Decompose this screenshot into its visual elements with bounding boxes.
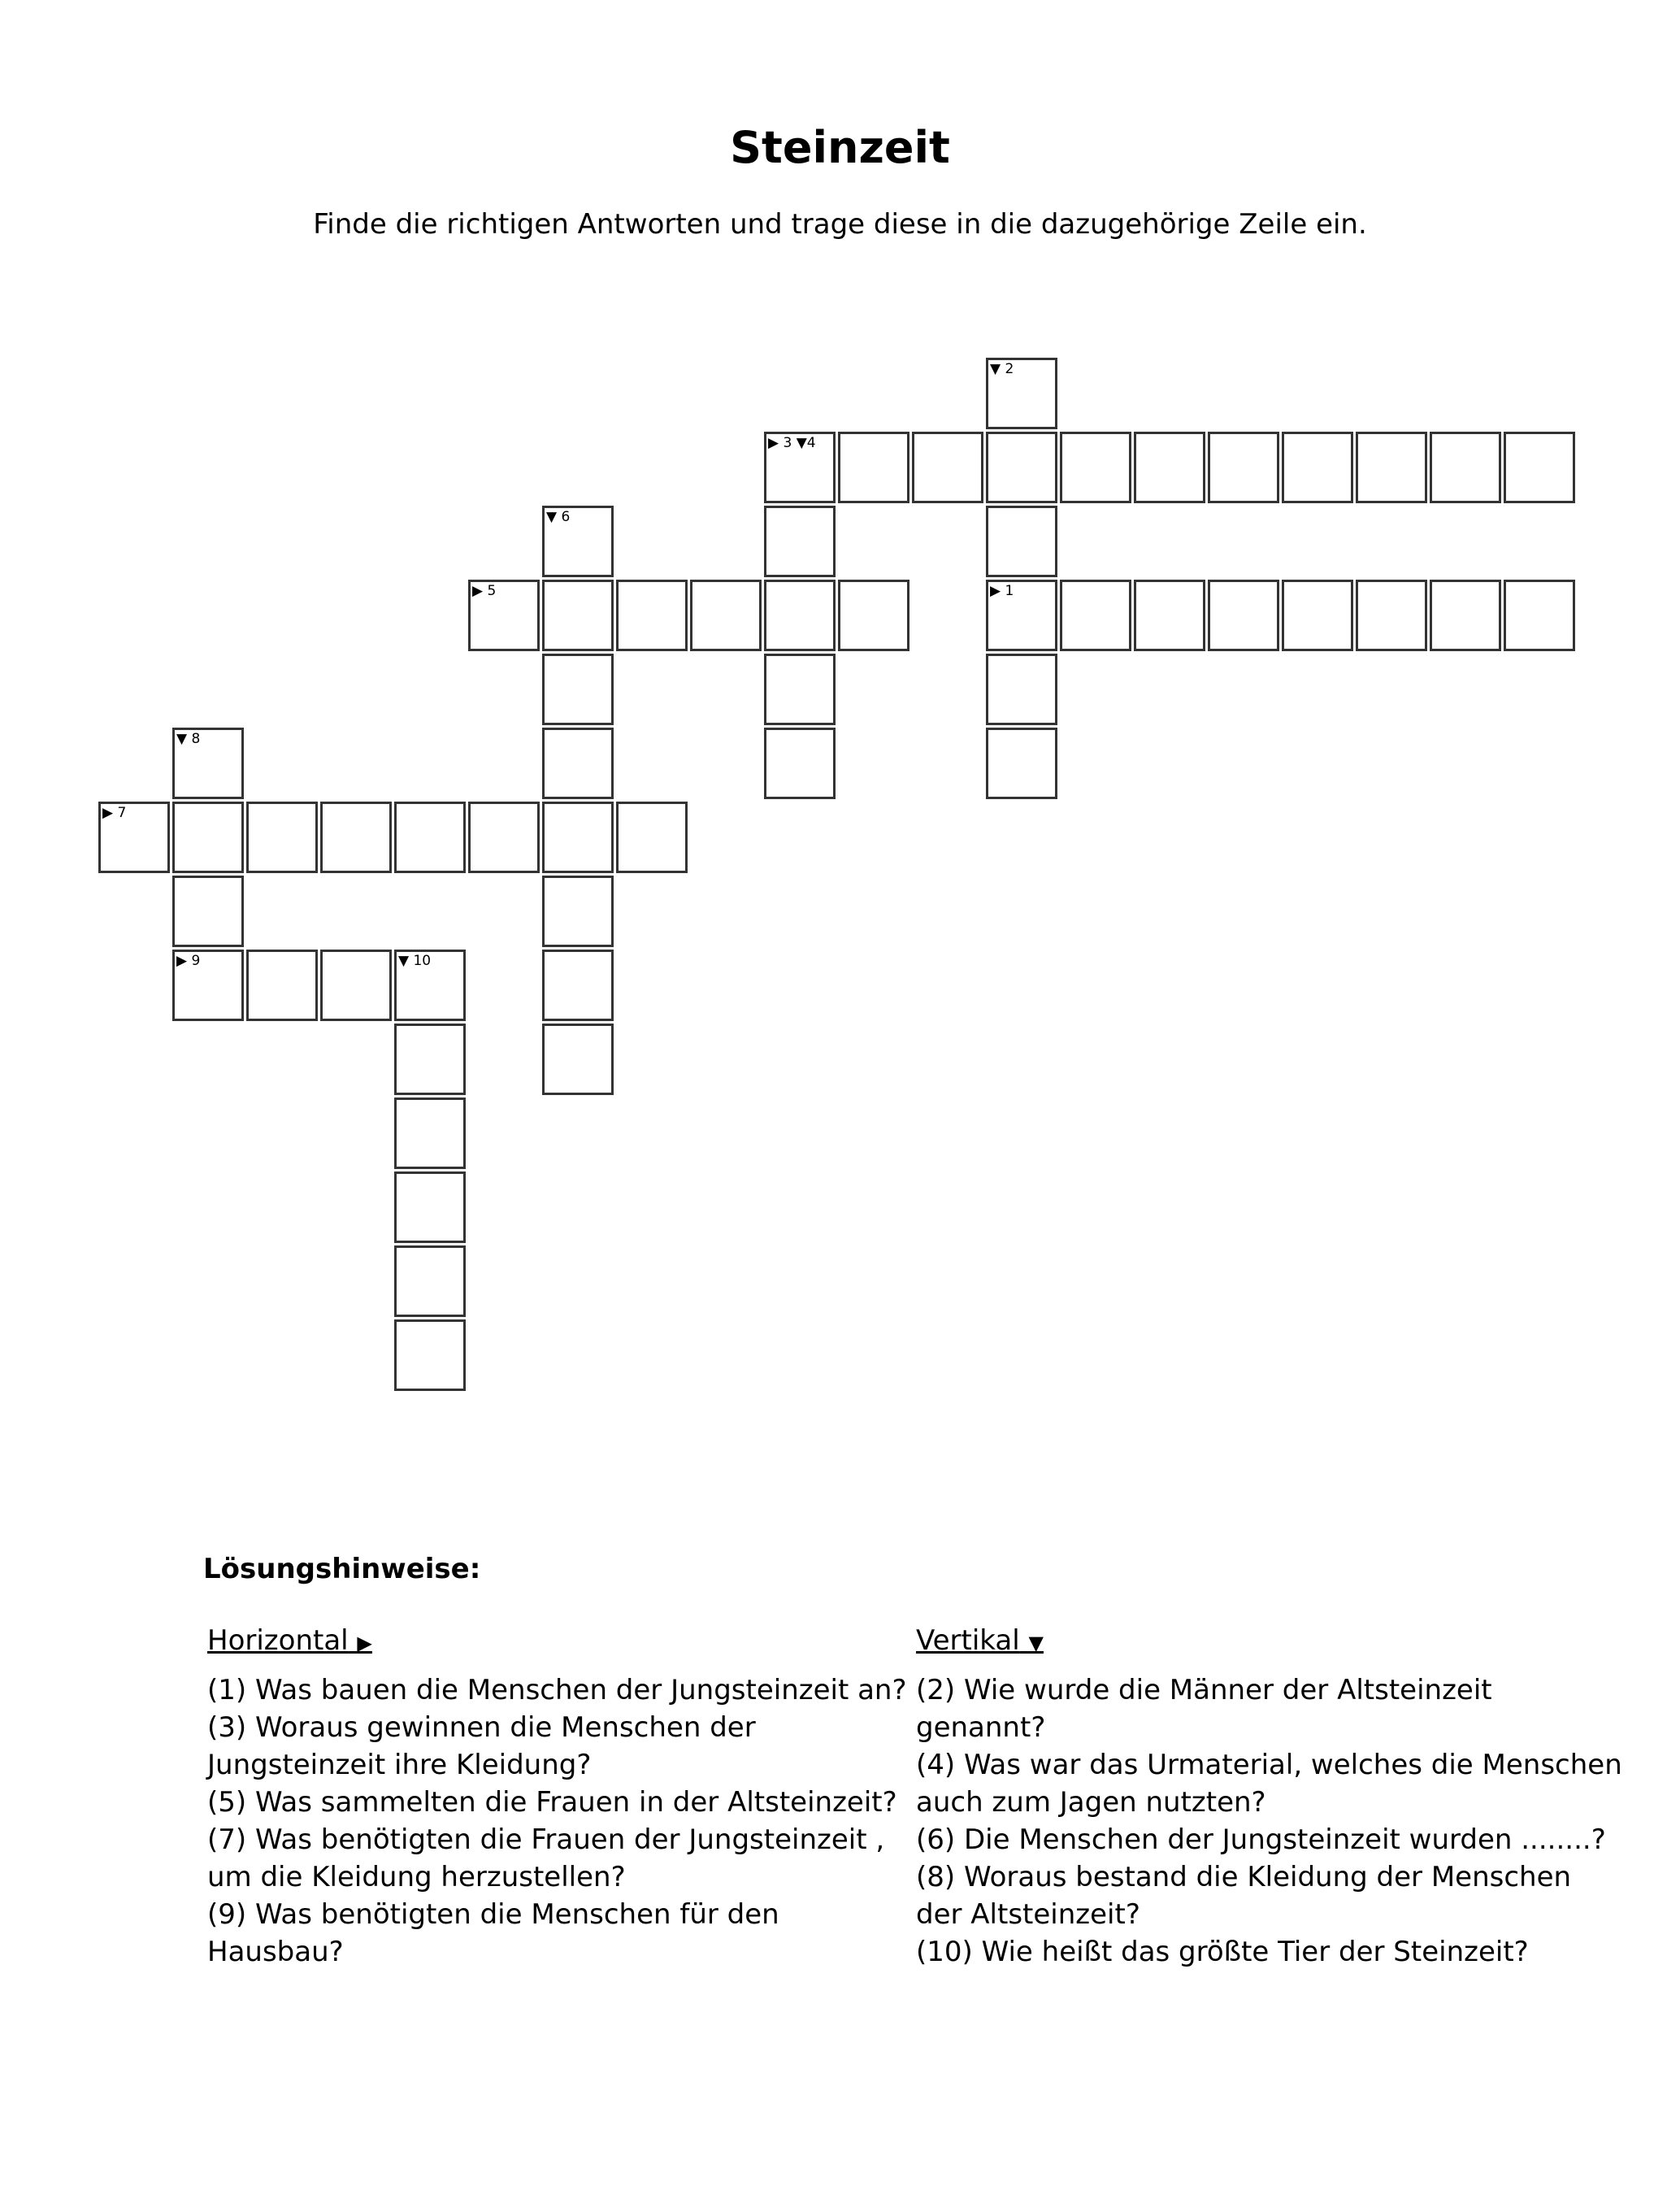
grid-cell <box>542 506 614 577</box>
cell-input[interactable] <box>988 582 1055 649</box>
cell-input[interactable] <box>175 804 241 871</box>
clue-number-label: ▼ 2 <box>990 361 1014 377</box>
cell-input[interactable] <box>397 1100 463 1167</box>
grid-cell <box>468 580 540 651</box>
horizontal-clues <box>207 1622 914 1971</box>
clue-number-label: ▶ 9 <box>176 953 201 969</box>
cell-input[interactable] <box>988 434 1055 501</box>
cell-input[interactable] <box>840 434 907 501</box>
grid-cell <box>172 876 244 947</box>
cell-input[interactable] <box>1358 434 1425 501</box>
page-title: Steinzeit <box>730 122 950 173</box>
grid-cell <box>1134 580 1205 651</box>
cell-input[interactable] <box>1284 582 1351 649</box>
grid-cell <box>1060 580 1131 651</box>
cell-input[interactable] <box>988 508 1055 575</box>
cell-input[interactable] <box>1432 434 1499 501</box>
cell-input[interactable] <box>397 1026 463 1093</box>
grid-cell <box>1282 432 1353 503</box>
grid-cell <box>246 950 318 1021</box>
cell-input[interactable] <box>545 804 611 871</box>
right-arrow-icon: ▶ <box>357 1632 372 1654</box>
cell-input[interactable] <box>323 804 389 871</box>
grid-cell <box>986 728 1057 799</box>
clue-down-10: (10) Wie heißt das größte Tier der Steinzeit? <box>916 1936 1529 1968</box>
grid-cell <box>690 580 762 651</box>
clue-number-label: ▼ 6 <box>546 509 571 525</box>
grid-cell <box>1060 432 1131 503</box>
cell-input[interactable] <box>545 582 611 649</box>
cell-input[interactable] <box>545 952 611 1019</box>
clue-number-label: ▼ 10 <box>398 953 432 969</box>
cell-input[interactable] <box>175 878 241 945</box>
cell-input[interactable] <box>249 804 315 871</box>
cell-input[interactable] <box>323 952 389 1019</box>
grid-cell <box>542 580 614 651</box>
cell-input[interactable] <box>545 878 611 945</box>
grid-cell <box>1504 580 1575 651</box>
cell-input[interactable] <box>471 582 537 649</box>
grid-cell <box>394 1319 466 1391</box>
grid-cell <box>468 802 540 873</box>
grid-cell <box>986 358 1057 429</box>
cell-input[interactable] <box>619 804 685 871</box>
cell-input[interactable] <box>397 1174 463 1241</box>
clue-across-1: (1) Was bauen die Menschen der Jungsteinzeit an? <box>207 1674 907 1706</box>
horizontal-heading <box>207 1622 914 1662</box>
cell-input[interactable] <box>249 952 315 1019</box>
cell-input[interactable] <box>1062 582 1129 649</box>
clue-number-label: ▶ 1 <box>990 583 1014 599</box>
grid-cell <box>542 802 614 873</box>
cell-input[interactable] <box>692 582 759 649</box>
grid-cell <box>764 432 836 503</box>
grid-cell <box>912 432 983 503</box>
grid-cell <box>98 802 170 873</box>
cell-input[interactable] <box>1062 434 1129 501</box>
vertical-heading-label: Vertikal <box>916 1624 1020 1657</box>
grid-cell <box>986 654 1057 725</box>
cell-input[interactable] <box>397 1322 463 1389</box>
solutions-heading: Lösungshinweise: <box>203 1553 481 1585</box>
cell-input[interactable] <box>101 804 167 871</box>
clue-number-label: ▼ 8 <box>176 731 201 747</box>
cell-input[interactable] <box>1136 582 1203 649</box>
grid-cell <box>394 950 466 1021</box>
clue-number-label: ▶ 7 <box>102 805 127 821</box>
grid-cell <box>1430 580 1501 651</box>
grid-cell <box>542 728 614 799</box>
instructions-text: Finde die richtigen Antworten und trage diese in die dazugehörige Zeile ein. <box>313 208 1367 241</box>
grid-cell <box>542 876 614 947</box>
grid-cell <box>394 1171 466 1243</box>
clue-down-6: (6) Die Menschen der Jungsteinzeit wurden ........? <box>916 1823 1606 1856</box>
grid-cell <box>838 432 909 503</box>
grid-cell <box>1134 432 1205 503</box>
grid-cell <box>1282 580 1353 651</box>
grid-cell <box>616 580 688 651</box>
vertical-clues <box>916 1622 1623 1971</box>
clue-across-9: (9) Was benötigten die Menschen für den Hausbau? <box>207 1898 779 1968</box>
cell-input[interactable] <box>397 804 463 871</box>
grid-cell <box>246 802 318 873</box>
grid-cell <box>172 950 244 1021</box>
grid-cell <box>1504 432 1575 503</box>
cell-input[interactable] <box>1432 582 1499 649</box>
clue-down-4: (4) Was war das Urmaterial, welches die Menschen auch zum Jagen nutzten? <box>916 1749 1622 1819</box>
cell-input[interactable] <box>1210 582 1277 649</box>
grid-cell <box>320 950 392 1021</box>
clue-across-7: (7) Was benötigten die Frauen der Jungsteinzeit , um die Kleidung herzustellen? <box>207 1823 885 1893</box>
grid-cell <box>394 802 466 873</box>
horizontal-heading-label: Horizontal <box>207 1624 349 1657</box>
cell-input[interactable] <box>988 656 1055 723</box>
down-arrow-icon: ▼ <box>1028 1632 1044 1654</box>
grid-cell <box>320 802 392 873</box>
grid-cell <box>764 580 836 651</box>
cell-input[interactable] <box>619 582 685 649</box>
clue-across-3: (3) Woraus gewinnen die Menschen der Jungsteinzeit ihre Kleidung? <box>207 1711 756 1781</box>
cell-input[interactable] <box>1506 434 1573 501</box>
grid-cell <box>1208 580 1279 651</box>
cell-input[interactable] <box>766 656 833 723</box>
grid-cell <box>986 506 1057 577</box>
cell-input[interactable] <box>988 360 1055 427</box>
grid-cell <box>542 654 614 725</box>
cell-input[interactable] <box>1136 434 1203 501</box>
grid-cell <box>986 580 1057 651</box>
cell-input[interactable] <box>1506 582 1573 649</box>
cell-input[interactable] <box>766 508 833 575</box>
cell-input[interactable] <box>397 1248 463 1315</box>
clue-number-label: ▶ 5 <box>472 583 497 599</box>
vertical-heading <box>916 1622 1623 1662</box>
cell-input[interactable] <box>766 434 833 501</box>
grid-cell <box>394 1024 466 1095</box>
grid-cell <box>394 1245 466 1317</box>
cell-input[interactable] <box>766 730 833 797</box>
cell-input[interactable] <box>175 730 241 797</box>
grid-cell <box>1430 432 1501 503</box>
grid-cell <box>764 654 836 725</box>
cell-input[interactable] <box>397 952 463 1019</box>
clue-number-label: ▶ 3 ▼4 <box>768 435 816 451</box>
cell-input[interactable] <box>766 582 833 649</box>
grid-cell <box>542 950 614 1021</box>
clue-down-2: (2) Wie wurde die Männer der Altsteinzeit genannt? <box>916 1674 1492 1744</box>
grid-cell <box>172 802 244 873</box>
cell-input[interactable] <box>175 952 241 1019</box>
cell-input[interactable] <box>988 730 1055 797</box>
grid-cell <box>542 1024 614 1095</box>
grid-cell <box>616 802 688 873</box>
cell-input[interactable] <box>1358 582 1425 649</box>
cell-input[interactable] <box>545 508 611 575</box>
grid-cell <box>1208 432 1279 503</box>
clue-down-8: (8) Woraus bestand die Kleidung der Menschen der Altsteinzeit? <box>916 1861 1572 1931</box>
grid-cell <box>1356 580 1427 651</box>
grid-cell <box>764 506 836 577</box>
cell-input[interactable] <box>1210 434 1277 501</box>
grid-cell <box>394 1098 466 1169</box>
cell-input[interactable] <box>840 582 907 649</box>
grid-cell <box>764 728 836 799</box>
cell-input[interactable] <box>914 434 981 501</box>
cell-input[interactable] <box>1284 434 1351 501</box>
cell-input[interactable] <box>471 804 537 871</box>
cell-input[interactable] <box>545 656 611 723</box>
clue-across-5: (5) Was sammelten die Frauen in der Altsteinzeit? <box>207 1786 897 1819</box>
grid-cell <box>1356 432 1427 503</box>
cell-input[interactable] <box>545 730 611 797</box>
grid-cell <box>986 432 1057 503</box>
grid-cell <box>838 580 909 651</box>
grid-cell <box>172 728 244 799</box>
cell-input[interactable] <box>545 1026 611 1093</box>
